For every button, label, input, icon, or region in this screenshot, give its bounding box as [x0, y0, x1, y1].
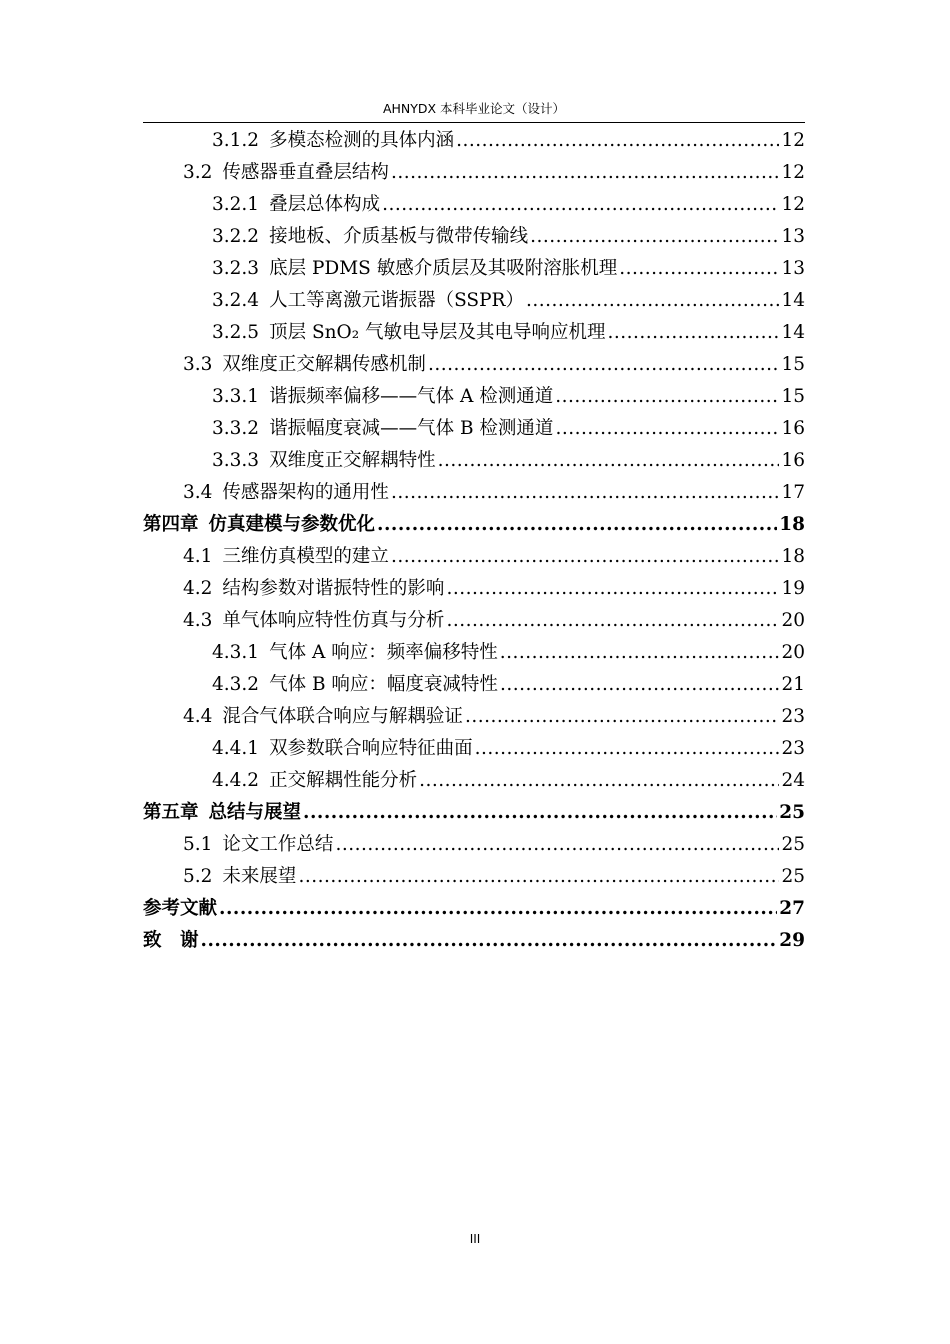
toc-dot-leader: [391, 545, 780, 569]
toc-dot-leader: [446, 577, 779, 601]
toc-dot-leader: [419, 769, 779, 793]
toc-entry-title: 人工等离激元谐振器（SSPR）: [269, 290, 524, 311]
toc-entry-number: 3.1.2: [212, 130, 260, 151]
toc-entry[interactable]: [143, 733, 805, 765]
toc-entry[interactable]: [143, 637, 805, 669]
toc-entry-title: 双维度正交解耦传感机制: [222, 354, 426, 375]
toc-dot-leader: [500, 673, 780, 697]
toc-dot-leader: [465, 705, 780, 729]
toc-entry-title: 底层 PDMS 敏感介质层及其吸附溶胀机理: [269, 258, 618, 279]
toc-dot-leader: [201, 929, 778, 953]
toc-entry[interactable]: [143, 605, 805, 637]
toc-dot-leader: [530, 225, 779, 249]
toc-entry-number: 3.3: [183, 354, 213, 375]
toc-dot-leader: [608, 321, 780, 345]
toc-entry-title: 传感器垂直叠层结构: [222, 162, 389, 183]
toc-entry-page: 14: [781, 322, 805, 343]
toc-entry-number: 3.2.4: [212, 290, 260, 311]
toc-entry-number: 3.3.1: [212, 386, 260, 407]
toc-entry-title: 论文工作总结: [222, 834, 334, 855]
toc-entry-number: 第五章: [143, 802, 199, 823]
toc-dot-leader: [428, 353, 780, 377]
toc-entry-page: 14: [781, 290, 805, 311]
toc-entry-number: 3.3.2: [212, 418, 260, 439]
toc-dot-leader: [526, 289, 779, 313]
toc-entry-page: 16: [781, 450, 805, 471]
toc-entry-number: 3.2: [183, 162, 213, 183]
toc-entry-number: 3.4: [183, 482, 213, 503]
toc-entry-page: 25: [779, 802, 805, 823]
toc-entry-number: 3.2.3: [212, 258, 260, 279]
toc-entry-title: 顶层 SnO₂ 气敏电导层及其电导响应机理: [269, 322, 606, 343]
toc-entry-title: 未来展望: [222, 866, 297, 887]
toc-entry[interactable]: [143, 669, 805, 701]
toc-entry[interactable]: [143, 381, 805, 413]
toc-dot-leader: [619, 257, 779, 281]
toc-entry-number: 5.1: [183, 834, 213, 855]
toc-entry-title: 仿真建模与参数优化: [208, 514, 376, 535]
toc-entry-page: 19: [781, 578, 805, 599]
toc-entry[interactable]: [143, 893, 805, 925]
toc-entry-page: 23: [781, 706, 805, 727]
toc-dot-leader: [391, 161, 780, 185]
toc-entry-title: 总结与展望: [208, 802, 302, 823]
toc-entry-page: 17: [781, 482, 805, 503]
toc-entry-title: 多模态检测的具体内涵: [269, 130, 455, 151]
toc-entry-page: 27: [779, 898, 805, 919]
toc-entry-title: 混合气体联合响应与解耦验证: [222, 706, 463, 727]
toc-entry-page: 20: [781, 642, 805, 663]
toc-entry-page: 25: [781, 834, 805, 855]
toc-entry-number: 5.2: [183, 866, 213, 887]
toc-entry-number: 4.1: [183, 546, 213, 567]
toc-entry[interactable]: [143, 253, 805, 285]
toc-entry-number: 第四章: [143, 514, 199, 535]
toc-entry[interactable]: [143, 285, 805, 317]
toc-entry[interactable]: [143, 157, 805, 189]
toc-dot-leader: [555, 417, 779, 441]
toc-entry-number: 4.4.1: [212, 738, 260, 759]
toc-entry-title: 气体 B 响应：幅度衰减特性: [269, 674, 498, 695]
toc-entry[interactable]: [143, 413, 805, 445]
toc-entry-number: 4.3: [183, 610, 213, 631]
toc-entry[interactable]: [143, 477, 805, 509]
toc-dot-leader: [438, 449, 780, 473]
toc-dot-leader: [555, 385, 779, 409]
toc-entry[interactable]: [143, 445, 805, 477]
toc-entry[interactable]: [143, 189, 805, 221]
page-footer: [0, 1232, 950, 1246]
toc-entry-page: 13: [781, 258, 805, 279]
toc-dot-leader: [456, 129, 779, 153]
toc-entry-page: 12: [781, 162, 805, 183]
toc-entry-page: 23: [781, 738, 805, 759]
toc-entry-title: 谐振幅度衰减——气体 B 检测通道: [269, 418, 554, 439]
toc-entry-title: 正交解耦性能分析: [269, 770, 418, 791]
toc-entry-page: 25: [781, 866, 805, 887]
toc-entry[interactable]: [143, 861, 805, 893]
header-title: AHNYDX 本科毕业论文（设计）: [382, 101, 566, 116]
toc-entry-number: 4.2: [183, 578, 213, 599]
toc-entry[interactable]: [143, 509, 805, 541]
toc-entry-page: 12: [781, 130, 805, 151]
toc-entry-title: 接地板、介质基板与微带传输线: [269, 226, 529, 247]
toc-entry-number: 4.4.2: [212, 770, 260, 791]
toc-dot-leader: [446, 609, 779, 633]
toc-dot-leader: [500, 641, 780, 665]
toc-entry-title: 谐振频率偏移——气体 A 检测通道: [269, 386, 554, 407]
toc-entry-page: 24: [781, 770, 805, 791]
toc-entry-page: 29: [779, 930, 805, 951]
toc-dot-leader: [335, 833, 779, 857]
table-of-contents: [143, 125, 805, 957]
toc-entry-page: 16: [781, 418, 805, 439]
toc-entry-page: 21: [781, 674, 805, 695]
toc-entry-title: 双参数联合响应特征曲面: [269, 738, 473, 759]
toc-dot-leader: [219, 897, 777, 921]
toc-entry-title: 叠层总体构成: [269, 194, 381, 215]
toc-entry-number: 3.2.1: [212, 194, 260, 215]
toc-entry-title: 传感器架构的通用性: [222, 482, 389, 503]
toc-entry-page: 18: [781, 546, 805, 567]
toc-entry[interactable]: [143, 765, 805, 797]
toc-dot-leader: [382, 193, 779, 217]
toc-entry[interactable]: [143, 349, 805, 381]
toc-entry-title: 双维度正交解耦特性: [269, 450, 436, 471]
toc-entry[interactable]: [143, 317, 805, 349]
toc-entry-page: 18: [779, 514, 805, 535]
toc-entry-page: 20: [781, 610, 805, 631]
page-number: III: [469, 1232, 481, 1246]
toc-entry-page: 15: [781, 354, 805, 375]
toc-entry-number: 3.2.5: [212, 322, 260, 343]
toc-dot-leader: [391, 481, 780, 505]
toc-dot-leader: [303, 801, 777, 825]
toc-entry[interactable]: [143, 797, 805, 829]
toc-entry-number: 3.2.2: [212, 226, 260, 247]
toc-entry[interactable]: [143, 829, 805, 861]
toc-entry-title: 三维仿真模型的建立: [222, 546, 389, 567]
toc-entry[interactable]: [143, 125, 805, 157]
toc-entry[interactable]: [143, 925, 805, 957]
page-header: [143, 100, 805, 123]
toc-dot-leader: [475, 737, 780, 761]
toc-entry-title: 单气体响应特性仿真与分析: [222, 610, 445, 631]
toc-entry[interactable]: [143, 701, 805, 733]
toc-entry-title: 致 谢: [143, 930, 199, 951]
toc-entry[interactable]: [143, 541, 805, 573]
toc-entry-number: 4.3.2: [212, 674, 260, 695]
toc-dot-leader: [377, 513, 777, 537]
toc-entry-title: 结构参数对谐振特性的影响: [222, 578, 445, 599]
toc-entry-title: 气体 A 响应：频率偏移特性: [269, 642, 498, 663]
toc-dot-leader: [298, 865, 779, 889]
toc-entry-number: 3.3.3: [212, 450, 260, 471]
toc-entry-page: 15: [781, 386, 805, 407]
toc-entry[interactable]: [143, 573, 805, 605]
toc-entry-page: 13: [781, 226, 805, 247]
toc-entry-number: 4.4: [183, 706, 213, 727]
toc-entry-title: 参考文献: [143, 898, 218, 919]
toc-entry-number: 4.3.1: [212, 642, 260, 663]
toc-entry-page: 12: [781, 194, 805, 215]
toc-entry[interactable]: [143, 221, 805, 253]
